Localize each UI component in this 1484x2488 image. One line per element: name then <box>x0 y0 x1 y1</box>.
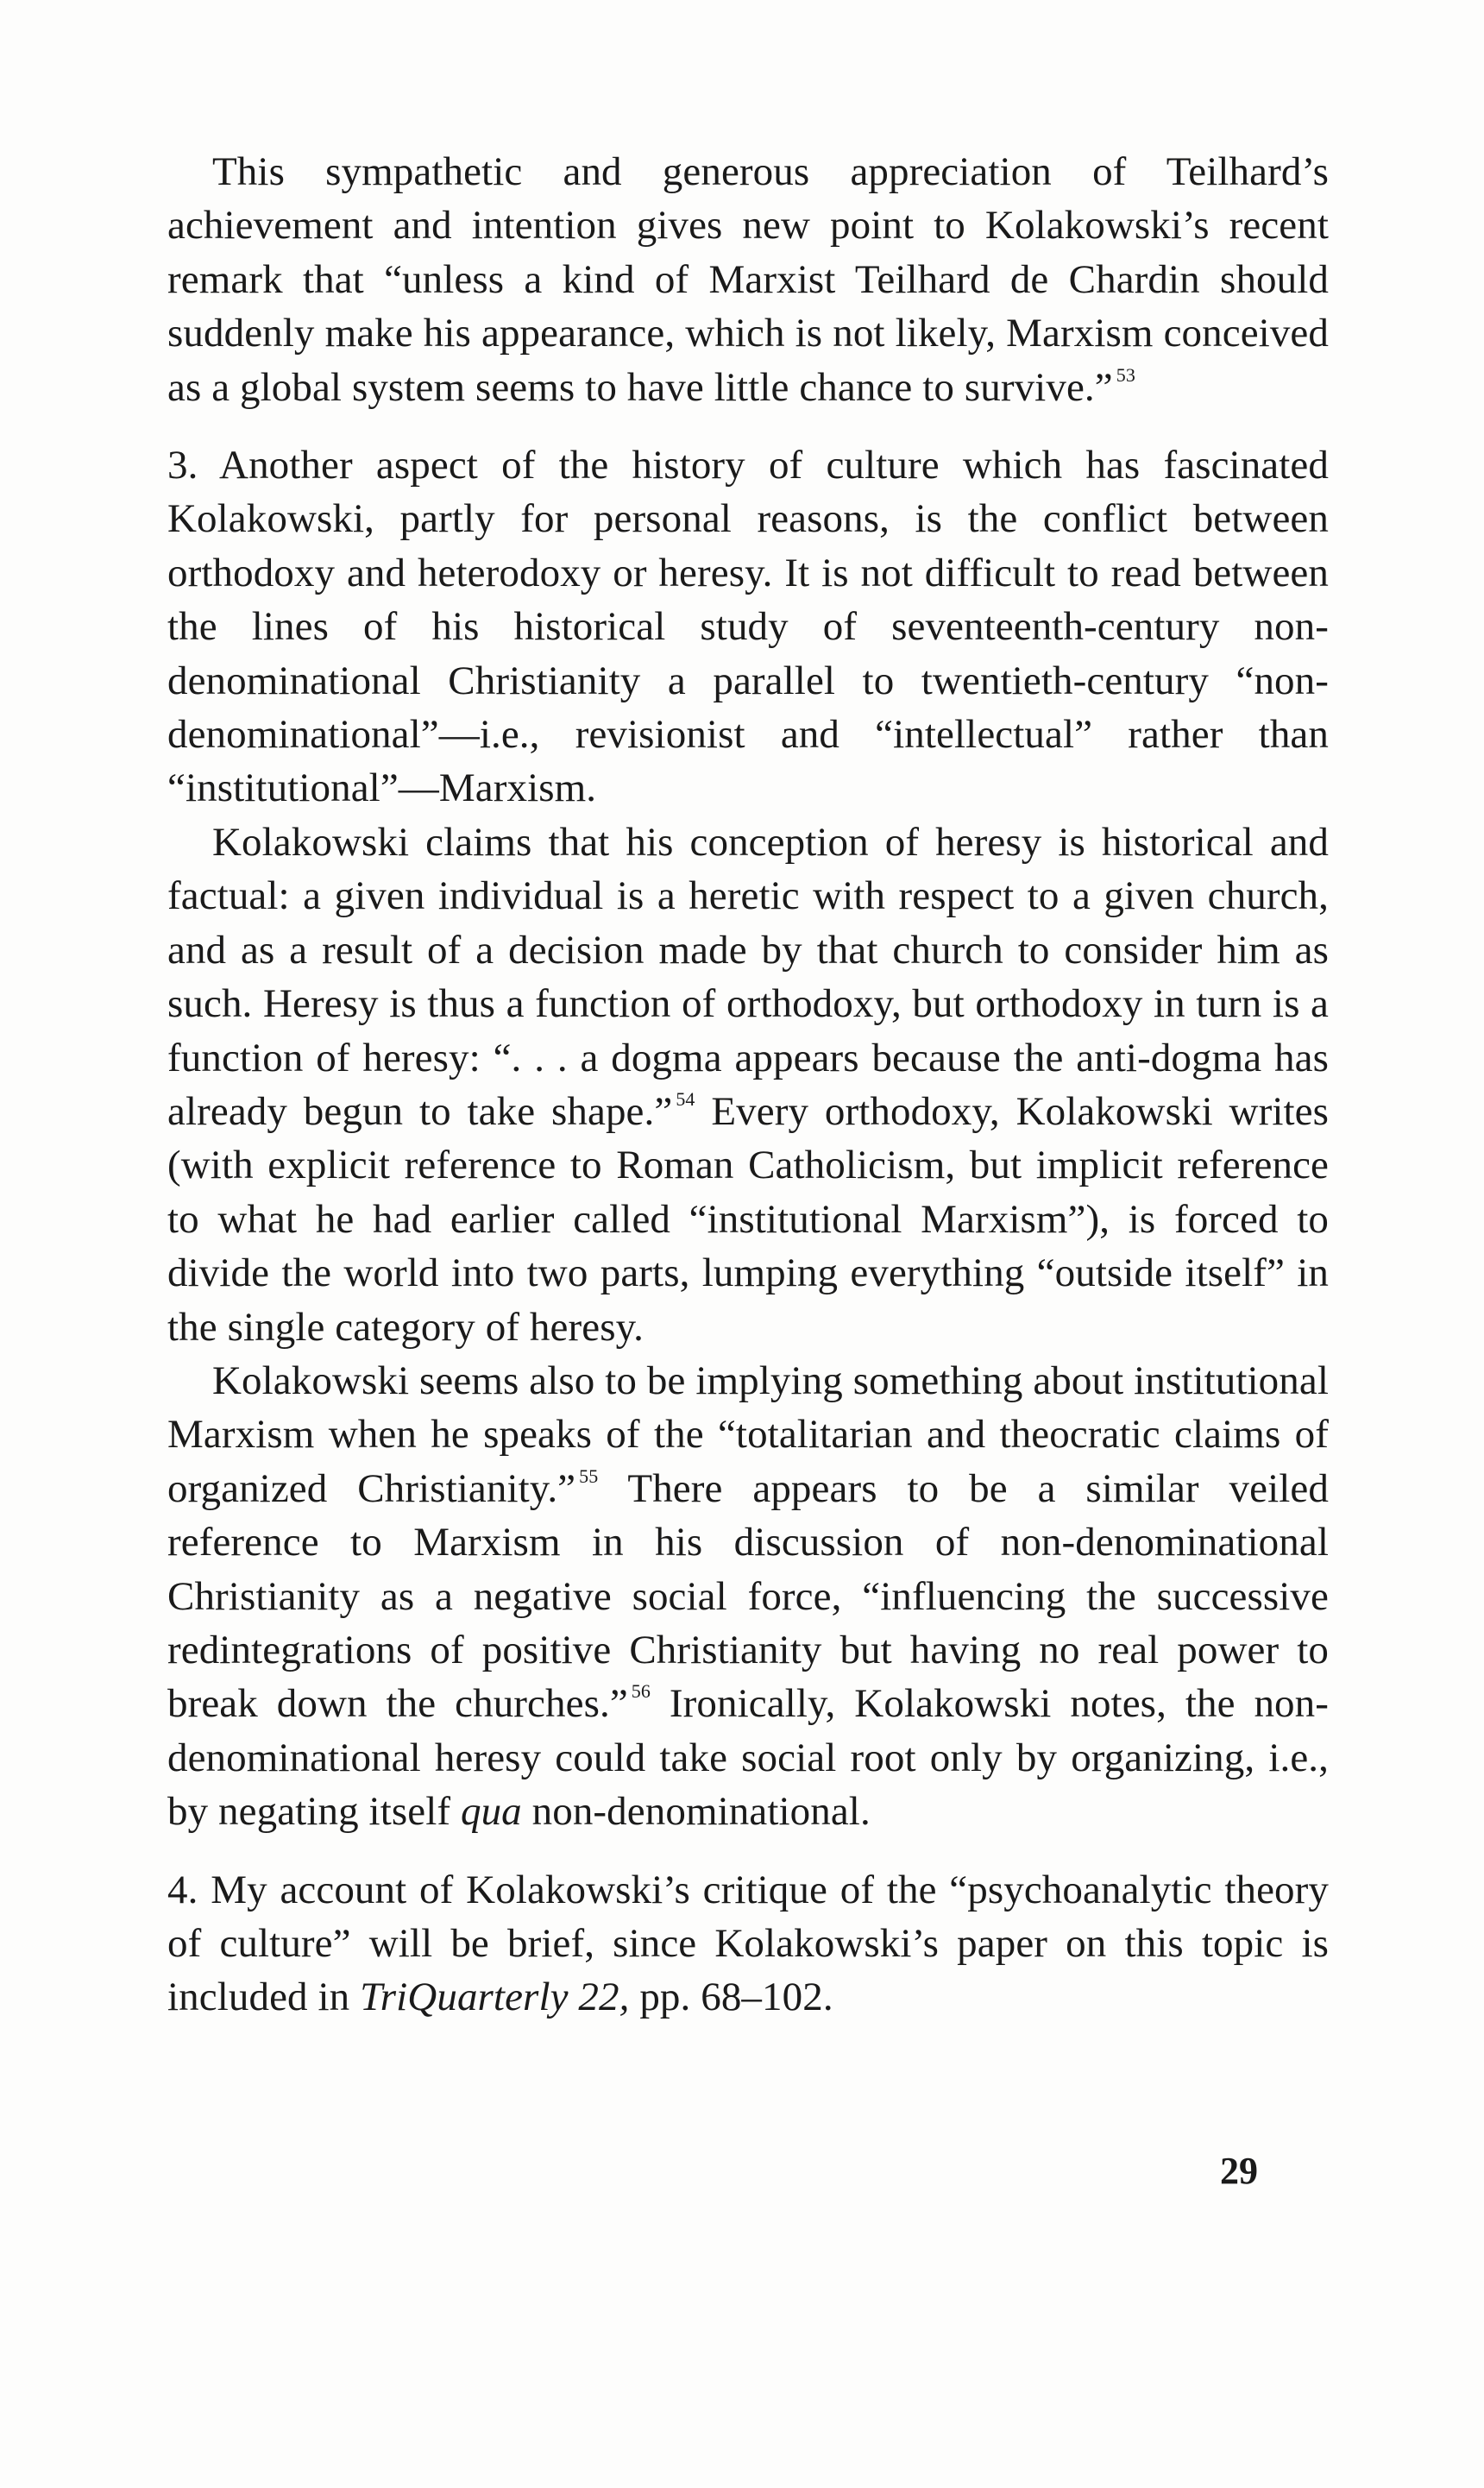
paragraph-section-3 <box>167 438 1329 816</box>
footnote-ref-56: 56 <box>631 1680 651 1703</box>
italic-qua: qua <box>460 1789 522 1835</box>
page-number: 29 <box>1220 2150 1258 2192</box>
paragraph-heresy-conception <box>167 816 1329 1354</box>
paragraph-section-4 <box>167 1863 1329 2025</box>
body-text <box>167 145 1329 2025</box>
paragraph-text: 4. My account of Kolakowski’s critique of the “psychoanalytic theory of culture” will be brief, since Kolakowski’s paper on this topic is included in <box>167 1867 1329 2020</box>
journal-title: TriQuarterly 22, <box>360 1975 630 2020</box>
paragraph-institutional-marxism <box>167 1354 1329 1839</box>
paragraph-text: Kolakowski seems also to be implying something about institutional Marxism when he speaks of the “totalitarian and theocratic claims of organized Christianity.” <box>167 1357 1329 1511</box>
paragraph-teilhard <box>167 145 1329 414</box>
paragraph-text: Ironically, Kolakowski notes, the non-denominational heresy could take social root only by organizing, i.e., by negating itself <box>167 1681 1330 1835</box>
paragraph-text: pp. 68–102. <box>629 1975 833 2020</box>
paragraph-text: Kolakowski claims that his conception of heresy is historical and factual: a given individual is a heretic with respect to a given church, and as a result of a decision made by that church to consider him as such. Heresy is thus a function of orthodoxy, but orthodoxy in turn is a function of heresy: “. . . a dogma appears because the anti-dogma has already begun to take shape.” <box>167 819 1329 1134</box>
footnote-ref-53: 53 <box>1116 363 1135 386</box>
footnote-ref-55: 55 <box>579 1464 599 1487</box>
paragraph-text: There appears to be a similar veiled reference to Marxism in his discussion of non-denominational Christianity as a negative social force, “influencing the successive redintegrations of positive Christianity but having no real power to break down the churches.” <box>167 1465 1329 1727</box>
footnote-ref-54: 54 <box>676 1087 695 1110</box>
paragraph-text: 3. Another aspect of the history of culture which has fascinated Kolakowski, partly for personal reasons, is the conflict between orthodoxy and heterodoxy or heresy. It is not difficult to read between the lines of his historical study of seventeenth-century non-denominational Christianity a parallel to twentieth-century “non-denominational”—i.e., revisionist and “intellectual” rather than “institutional”—Marxism. <box>167 443 1329 811</box>
paragraph-text: non-denominational. <box>521 1789 871 1835</box>
paragraph-text: Every orthodoxy, Kolakowski writes (with explicit reference to Roman Catholicism, but implicit reference to what he had earlier called “institutional Marxism”), is forced to divide the world into two parts, lumping everything “outside itself” in the single category of heresy. <box>167 1088 1329 1350</box>
paragraph-text: This sympathetic and generous appreciation of Teilhard’s achievement and intention gives new point to Kolakowski’s recent remark that “unless a kind of Marxist Teilhard de Chardin should suddenly make his appearance, which is not likely, Marxism conceived as a global system seems to have little chance to survive.” <box>167 149 1329 410</box>
